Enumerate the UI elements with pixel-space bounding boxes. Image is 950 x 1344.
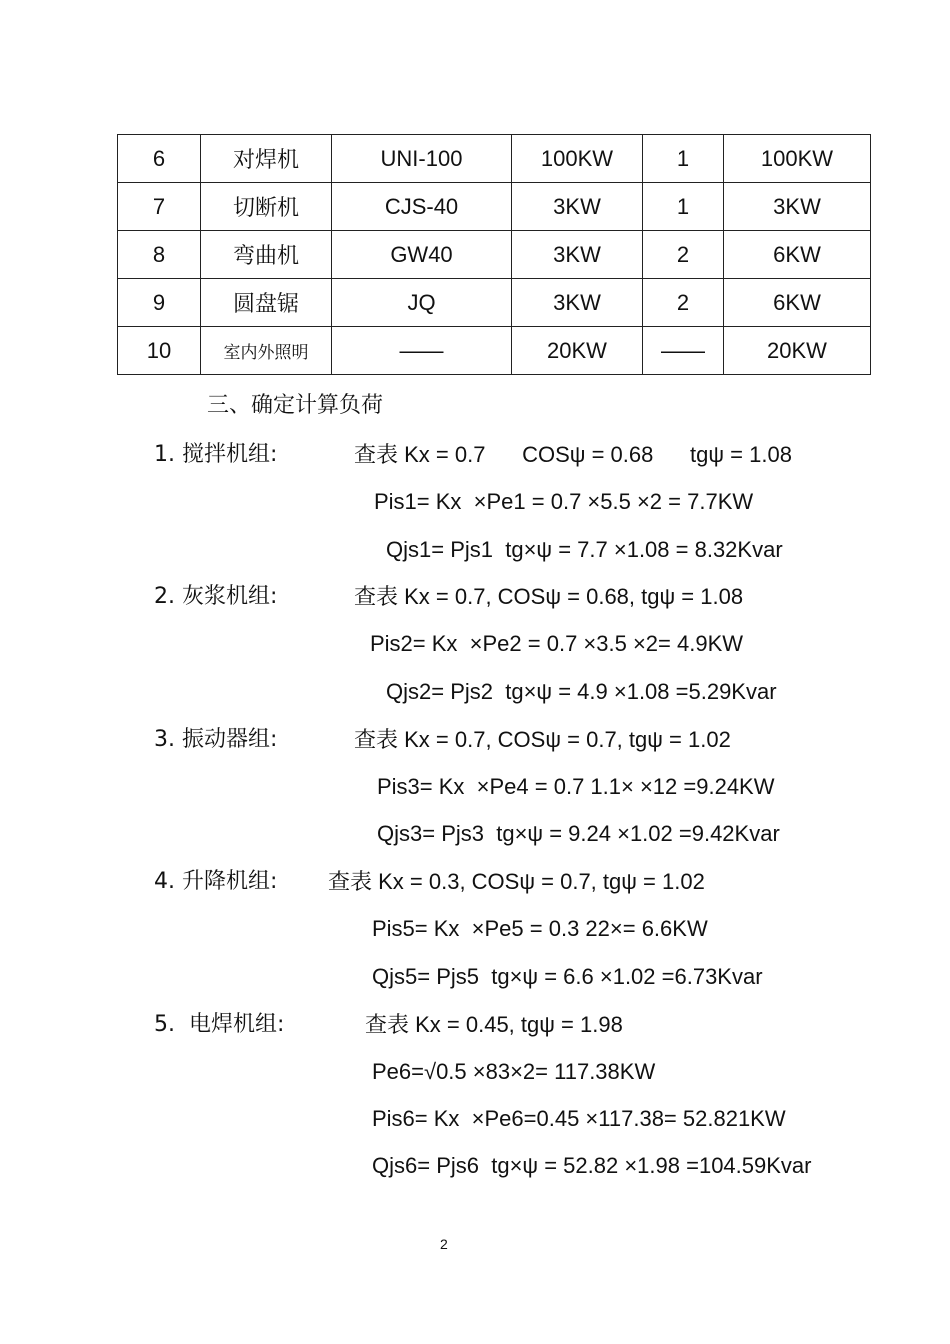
cell-no: 6 [118, 135, 201, 183]
cell-name: 对焊机 [201, 135, 332, 183]
calc-label: 3. 振动器组: [154, 727, 278, 752]
cell-power: 3KW [512, 279, 643, 327]
cell-no: 9 [118, 279, 201, 327]
calc-qjs: Qjs6= Pjs6 tg×ψ = 52.82 ×1.98 =104.59Kvar [372, 1153, 812, 1178]
cell-total: 6KW [724, 231, 871, 279]
cell-model: GW40 [332, 231, 512, 279]
cell-no: 10 [118, 327, 201, 375]
calc-label: 5. 电焊机组: [154, 1012, 285, 1037]
calc-label: 4. 升降机组: [154, 869, 278, 894]
cell-model: UNI-100 [332, 135, 512, 183]
page-number: 2 [440, 1236, 448, 1252]
cell-total: 100KW [724, 135, 871, 183]
cell-total: 3KW [724, 183, 871, 231]
cell-qty: 1 [643, 135, 724, 183]
calc-pjs: Pis6= Kx ×Pe6=0.45 ×117.38= 52.821KW [372, 1106, 786, 1131]
cell-model: JQ [332, 279, 512, 327]
table-row [118, 231, 871, 279]
cell-no: 8 [118, 231, 201, 279]
cell-qty: 1 [643, 183, 724, 231]
calc-lookup: 查表 Kx = 0.45, tgψ = 1.98 [365, 1012, 623, 1037]
calc-pjs: Pis5= Kx ×Pe5 = 0.3 22×= 6.6KW [372, 916, 708, 941]
cell-power: 3KW [512, 231, 643, 279]
calc-pjs: Pis1= Kx ×Pe1 = 0.7 ×5.5 ×2 = 7.7KW [374, 489, 754, 514]
calc-qjs: Qjs2= Pjs2 tg×ψ = 4.9 ×1.08 =5.29Kvar [386, 679, 777, 704]
calc-pe: Pe6=√0.5 ×83×2= 117.38KW [372, 1059, 656, 1084]
calc-pjs: Pis3= Kx ×Pe4 = 0.7 1.1× ×12 =9.24KW [377, 774, 775, 799]
cell-total: 6KW [724, 279, 871, 327]
cell-name: 弯曲机 [201, 231, 332, 279]
calc-label: 2. 灰浆机组: [154, 584, 278, 609]
table-row [118, 279, 871, 327]
cell-no: 7 [118, 183, 201, 231]
cell-power: 100KW [512, 135, 643, 183]
cell-total: 20KW [724, 327, 871, 375]
cell-power: 20KW [512, 327, 643, 375]
calc-pjs: Pis2= Kx ×Pe2 = 0.7 ×3.5 ×2= 4.9KW [370, 631, 744, 656]
calc-lookup: 查表 Kx = 0.7, COSψ = 0.7, tgψ = 1.02 [354, 727, 731, 752]
cell-qty: 2 [643, 279, 724, 327]
table-row [118, 183, 871, 231]
calc-qjs: Qjs3= Pjs3 tg×ψ = 9.24 ×1.02 =9.42Kvar [377, 821, 780, 846]
calc-lookup: 查表 Kx = 0.7 COSψ = 0.68 tgψ = 1.08 [354, 442, 792, 467]
cell-model: CJS-40 [332, 183, 512, 231]
cell-name: 室内外照明 [201, 327, 332, 375]
cell-qty: 2 [643, 231, 724, 279]
table-row [118, 327, 871, 375]
cell-name: 切断机 [201, 183, 332, 231]
calc-lookup: 查表 Kx = 0.7, COSψ = 0.68, tgψ = 1.08 [354, 584, 744, 609]
cell-model: —— [332, 327, 512, 375]
section-title: 三、确定计算负荷 [207, 393, 384, 418]
equipment-table [117, 134, 871, 375]
calc-qjs: Qjs5= Pjs5 tg×ψ = 6.6 ×1.02 =6.73Kvar [372, 964, 763, 989]
calc-lookup: 查表 Kx = 0.3, COSψ = 0.7, tgψ = 1.02 [328, 869, 705, 894]
calc-qjs: Qjs1= Pjs1 tg×ψ = 7.7 ×1.08 = 8.32Kvar [386, 537, 783, 562]
cell-power: 3KW [512, 183, 643, 231]
table-row [118, 135, 871, 183]
cell-qty: —— [643, 327, 724, 375]
calc-label: 1. 搅拌机组: [154, 442, 278, 467]
cell-name: 圆盘锯 [201, 279, 332, 327]
